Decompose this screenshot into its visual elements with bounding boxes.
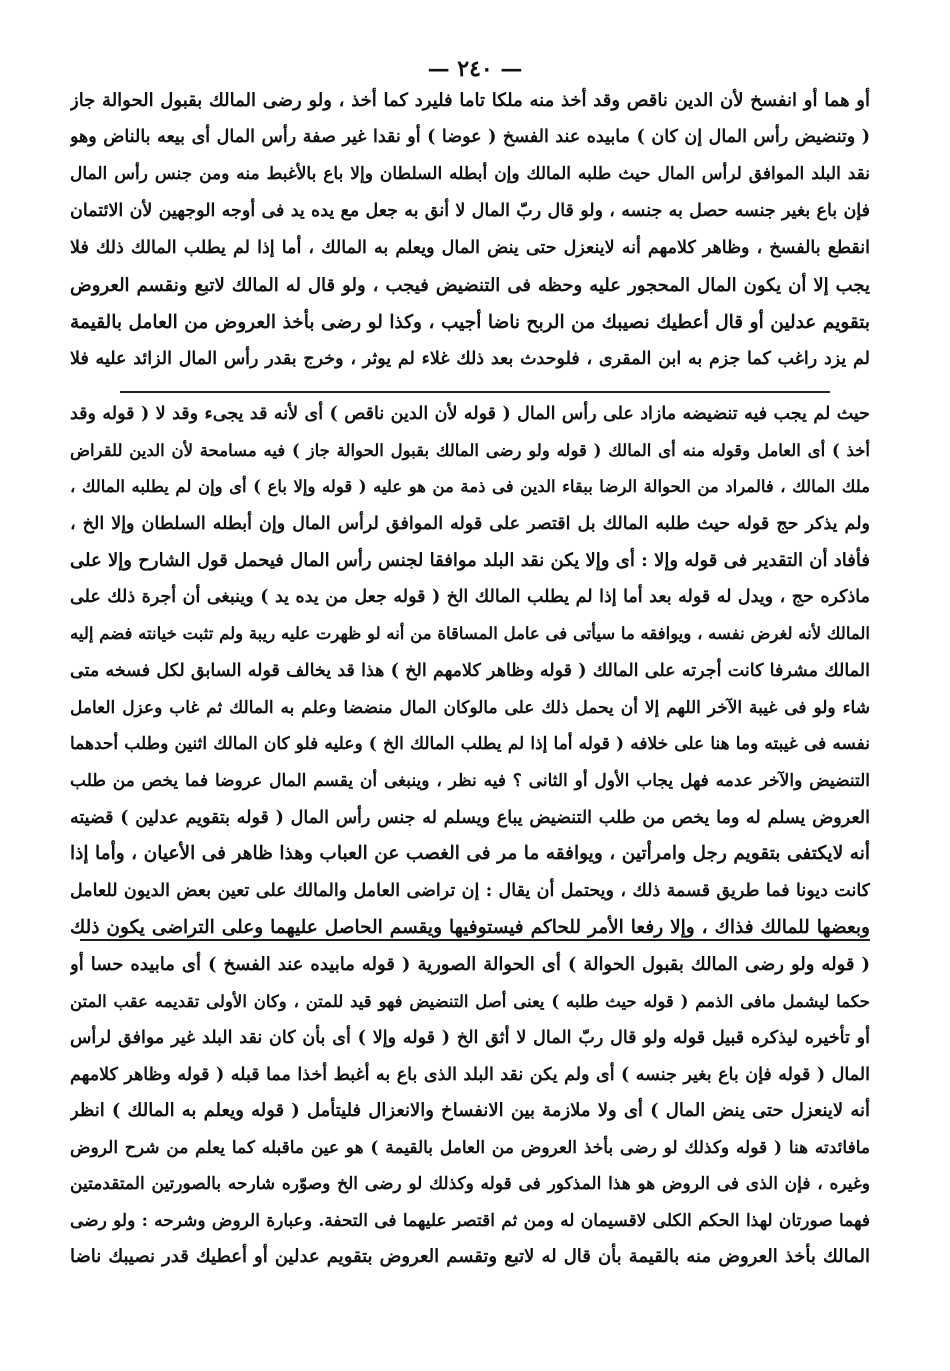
commentary-line: حكما ليشمل مافى الذمم ( قوله حيث طلبه ) يعنى أصل التنضيض فهو قيد للمتن ، وكان الأولى تقديمه عقب المتن — [70, 991, 870, 1011]
main-text-line: انقطع بالفسخ ، وظاهر كلامهم أنه لاينعزل حتى ينض المال ويعلم به المالك ، أما إذا لم يطلب المالك ذلك فلا — [70, 238, 870, 258]
divider-rule — [80, 939, 870, 941]
main-text-block — [70, 82, 870, 378]
commentary-line: ماذكره حج ، ويدل له قوله بعد أما إذا لم يطلب المالك الخ ( قوله جعل من يده يد ) وينبغى أن أجرة ذلك على — [70, 587, 870, 608]
commentary-line: المال ( قوله فإن باع بغير جنسه ) أى ولم يكن نقد البلد الذى باع به أغبط أخذا مما قبله ( قوله وظاهر كلامهم — [70, 1064, 870, 1085]
main-text-line: ( وتنضيض رأس المال إن كان ) مابيده عند الفسخ ( عوضا ) أو نقدا غير صفة رأس المال أى بيعه بالناض وهو — [70, 127, 870, 147]
commentary-line: وغيره ، فإن الذى فى الروض هو هذا المذكور فى قوله وكذلك لو رضى الخ وصوّره شارحه بالصورتين المتقدمتين — [70, 1174, 870, 1194]
commentary-line: ( قوله ولو رضى المالك بقبول الحوالة ) أى الحوالة الصورية ( قوله مابيده عند الفسخ ) أى مابيده حسا أو — [70, 954, 870, 975]
commentary-line: فهما صورتان لهذا الحكم الكلى لاقسيمان له ومن ثم اقتصر عليهما فى التحفة. وعبارة الروض وشرحه : ولو رضى — [70, 1210, 870, 1231]
commentary-line: أنه لايكتفى بتقويم رجل وامرأتين ، ويوافقه ما مر فى الغصب عن العباب وهذا ظاهر فى الأعيان ، وأما إذا — [70, 843, 870, 865]
main-text-line: أو هما أو انفسخ لأن الدين ناقص وقد أخذ منه ملكا تاما فليرد كما أخذ ، ولو رضى المالك بقبول الحوالة جاز — [70, 90, 870, 111]
main-text-line: بتقويم عدلين أو قال أعطيك نصيبك من الربح ناضا أجيب ، وكذا لو رضى بأخذ العروض من العامل بالقيمة — [70, 312, 870, 333]
commentary-line: شاء ولو فى غيبة الآخر اللهم إلا أن يحمل ذلك على مالوكان المال منضضا وعلم به المالك ثم غاب وعزل العامل — [70, 697, 870, 718]
commentary-line: التنضيض والآخر عدمه فهل يجاب الأول أو الثانى ؟ فيه نظر ، وينبغى أن يقسم المال عروضا فما يخص من طلب — [70, 770, 870, 791]
page-number: — ٢٤٠ — — [427, 56, 523, 82]
commentary-line: حيث لم يجب فيه تنضيضه مازاد على رأس المال ( قوله لأن الدين ناقص ) أى لأنه قد يجىء وقد لا ( قوله وقد — [70, 404, 870, 424]
commentary-line: أخذ ) أى العامل وقوله منه أى المالك ( قوله ولو رضى المالك بقبول الحوالة جاز ) فيه مسامحة لأن الدين للقراض — [70, 440, 870, 460]
commentary-line: المالك بأخذ العروض منه بالقيمة بأن قال له لاتبع وتقسم العروض بتقويم عدلين أو أعطيك قدر نصيبك ناضا — [70, 1246, 870, 1267]
commentary-line: العروض يسلم له وما يخص من طلب التنضيض يباع ويسلم له جنس رأس المال ( قوله بتقويم عدلين ) قضيته — [70, 807, 870, 828]
commentary-line: ولم يذكر حج قوله حيث طلبه المالك بل اقتصر على قوله الموافق لرأس المال وإن أبطله السلطان وإلا الخ ، — [70, 514, 870, 535]
commentary-line: مافائدته هنا ( قوله وكذلك لو رضى بأخذ العروض من العامل بالقيمة ) هو عين ماقبله كما يعلم من شرح الروض — [70, 1137, 870, 1158]
commentary-block-2 — [70, 947, 870, 1276]
commentary-line: المالك مشرفا كانت أجرته على المالك ( قوله وظاهر كلامهم الخ ) هذا قد يخالف قوله السابق لكل فسخه متى — [70, 660, 870, 681]
commentary-line: نفسه فى غيبته وما هنا على خلافه ( قوله أما إذا لم يطلب المالك الخ ) وعليه فلو كان المالك اثنين وطلب أحدهما — [70, 734, 870, 755]
commentary-line: فأفاد أن التقدير فى قوله وإلا : أى وإلا يكن نقد البلد موافقا لجنس رأس المال فيحمل قول الشارح وإلا على — [70, 549, 870, 571]
main-text-line: لم يزد راغب كما جزم به ابن المقرى ، فلوحدث بعد ذلك غلاء لم يوثر ، وخرج بقدر رأس المال الزائد عليه فلا — [70, 349, 870, 369]
main-text-line: يجب إلا أن يكون المال المحجور عليه وحظه فى التنضيض فيجب ، ولو قال له المالك لاتبع ونقسم العروض — [70, 275, 870, 296]
commentary-line: وبعضها للمالك فذاك ، وإلا رفعا الأمر للحاكم فيستوفيها ويقسم الحاصل عليهما وعلى التراضى يكون ذلك — [70, 916, 870, 938]
divider-rule — [120, 391, 830, 393]
main-text-line: فإن باع بغير جنسه حصل به جنسه ، ولو قال ربّ المال لا أنق به جعل مع يده يد فى أوجه الوجهين لأن الائتمان — [70, 201, 870, 221]
commentary-block-1 — [70, 396, 870, 946]
commentary-line: ملك المالك ، فالمراد من الحوالة الرضا ببقاء الدين فى ذمة من هو عليه ( قوله وإلا باع ) أى وإن لم يطلبه المالك ، — [70, 477, 870, 497]
commentary-line: أو تأخيره ليذكره قبيل قوله ولو قال ربّ المال لا أثق الخ ( قوله وإلا ) أى بأن كان نقد البلد غير موافق لرأس — [70, 1028, 870, 1048]
main-text-line: نقد البلد الموافق لرأس المال حيث طلبه المالك وإن أبطله السلطان وإلا باع بالأغبط منه ومن جنس رأس المال — [70, 164, 870, 184]
commentary-line: كانت ديونا فما طريق قسمة ذلك ، ويحتمل أن يقال : إن تراضى العامل والمالك على تعين بعض الديون للعامل — [70, 880, 870, 901]
commentary-line: المالك لأنه لغرض نفسه ، ويوافقه ما سيأتى فى عامل المساقاة من أنه لو ظهرت عليه ريبة ولم تثبت خيانته فضم إليه — [70, 624, 870, 644]
commentary-line: أنه لاينعزل حتى ينض المال ) أى ولا ملازمة بين الانفساخ والانعزال فليتأمل ( قوله ويعلم به المالك ) انظر — [70, 1100, 870, 1121]
